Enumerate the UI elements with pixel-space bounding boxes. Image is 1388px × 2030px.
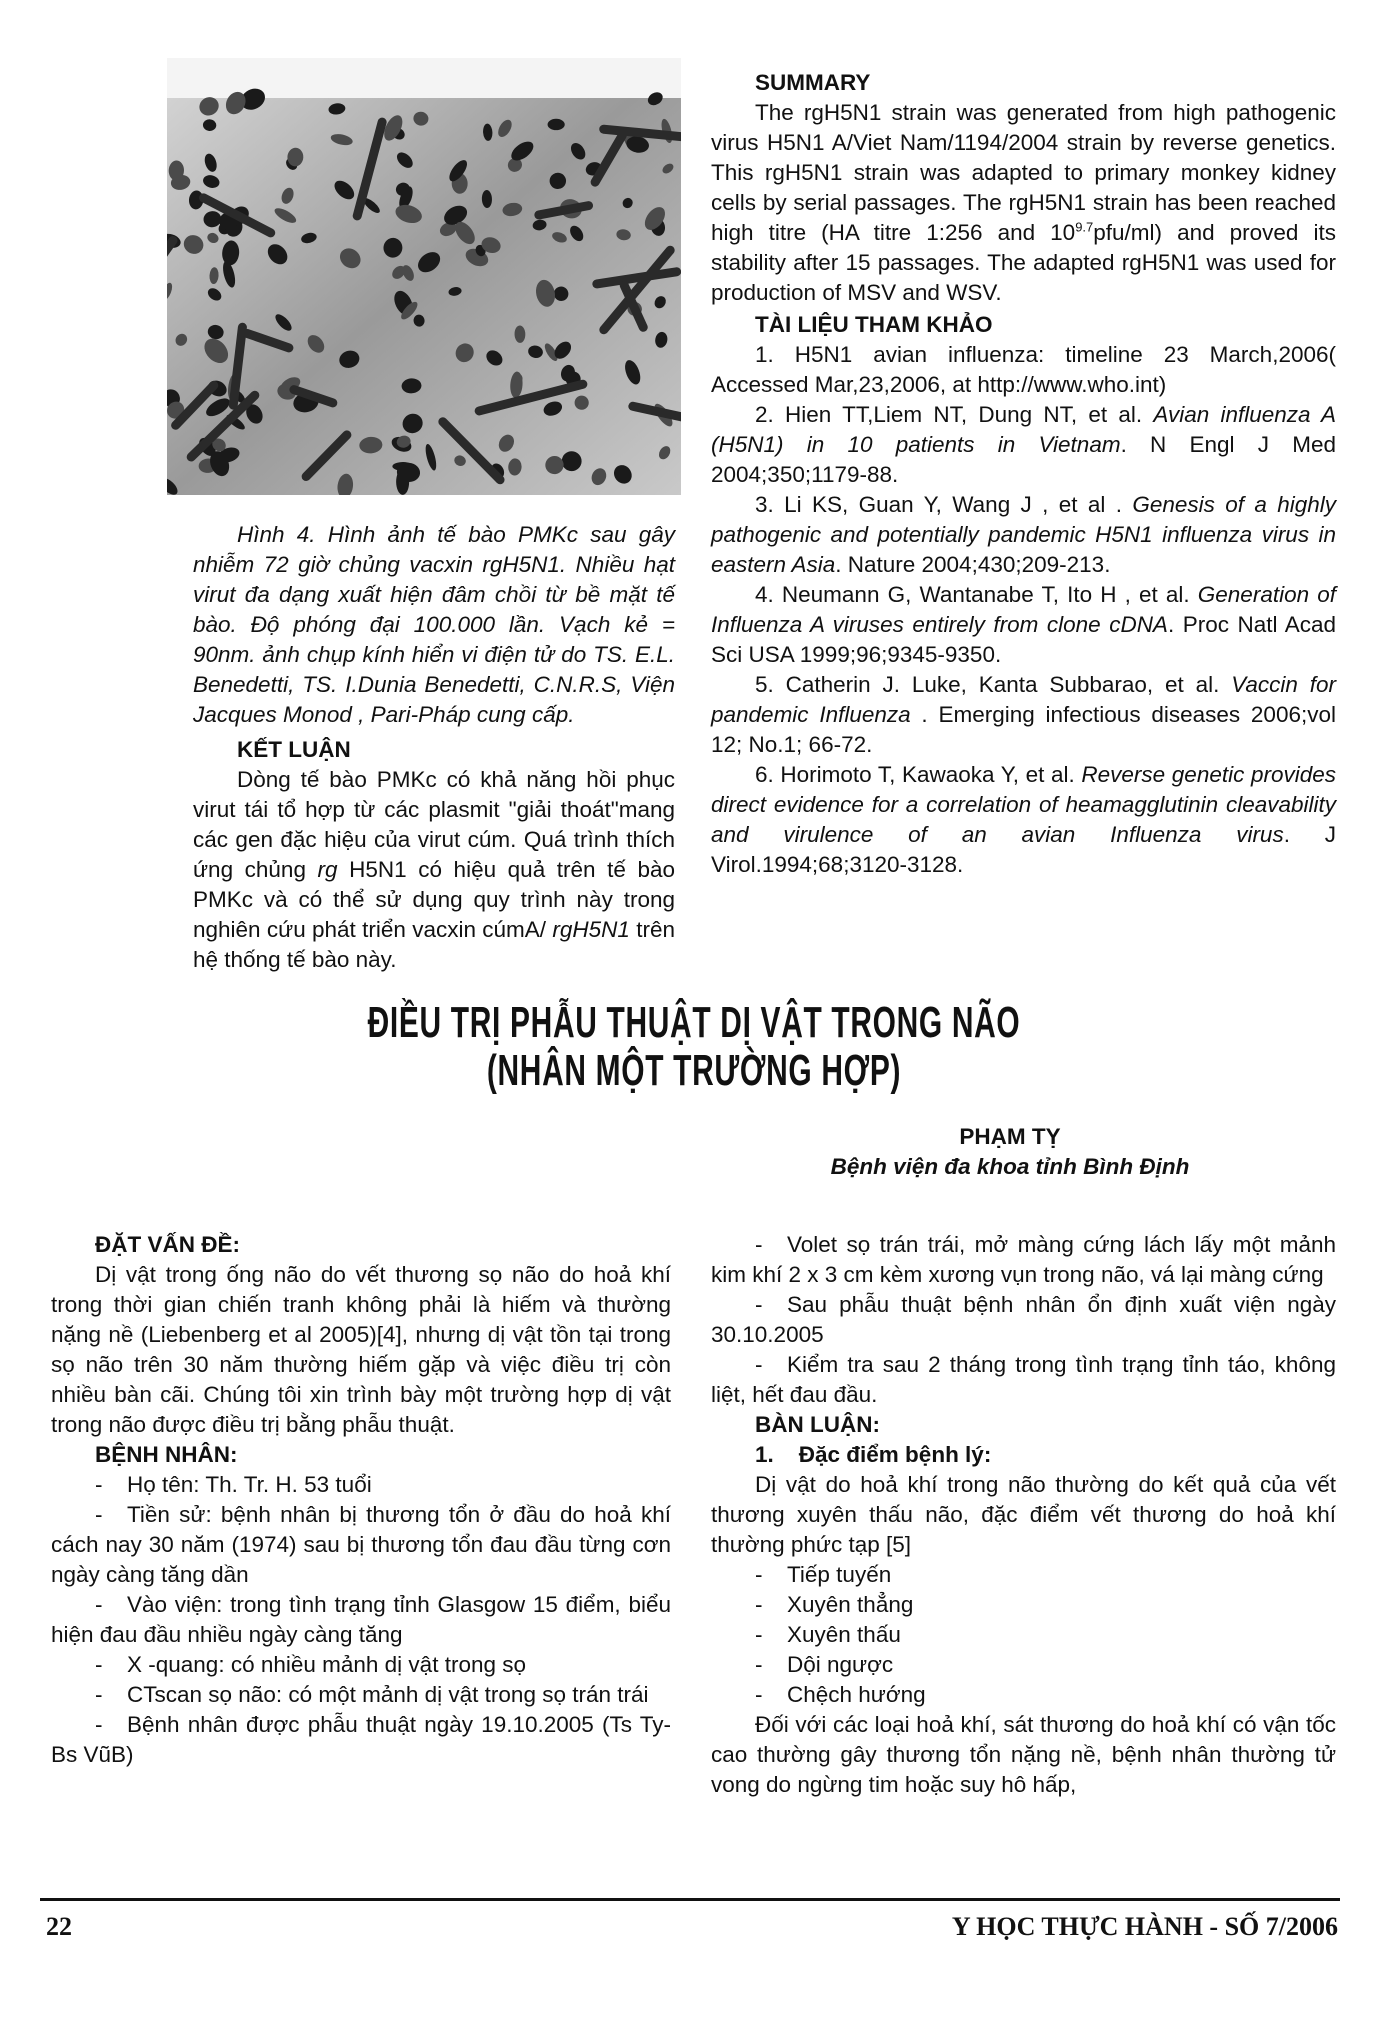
- patient-detail-item: - Tiền sử: bệnh nhân bị thương tổn ở đầu do hoả khí cách nay 30 năm (1974) sau bị thương tổn đau đầu từng cơn ngày càng tăng dần: [51, 1502, 671, 1587]
- patient-detail-item: - Bệnh nhân được phẫu thuật ngày 19.10.2005 (Ts Ty- Bs VũB): [51, 1712, 671, 1767]
- references-heading: TÀI LIỆU THAM KHẢO: [755, 312, 993, 337]
- patient-detail-item: - Họ tên: Th. Tr. H. 53 tuổi: [95, 1472, 372, 1497]
- conclusion-text: Dòng tế bào PMKc có khả năng hồi phục virut tái tổ hợp từ các plasmit "giải thoát"mang các gen đặc hiệu của virut cúm. Quá trình thích ứng chủng rg H5N1 có hiệu quả trên tế bào PMKc và có thể sử dụng quy trình này trong nghiên cứu phát triển vacxin cúmA/ rgH5N1 trên hệ thống tế bào này.: [193, 767, 676, 972]
- patient-detail-item: - Volet sọ trán trái, mở màng cứng lách lấy một mảnh kim khí 2 x 3 cm kèm xương vụn trong não, vá lại màng cứng: [711, 1232, 1336, 1287]
- article-title-line-1: ĐIỀU TRỊ PHẪU THUẬT DỊ VẬT TRONG NÃO: [367, 998, 1021, 1047]
- summary-text: The rgH5N1 strain was generated from high pathogenic virus H5N1 A/Viet Nam/1194/2004 strain by reverse genetics. This rgH5N1 strain was adapted to primary monkey kidney cells by serial passages. The rgH5N1 strain has been reached high titre (HA titre 1:256 and $10^{9.7}pfu/ml$) and proved its stability after 15 passages. The adapted rgH5N1 was used for production of MSV and WSV.: [711, 100, 1336, 305]
- intro-heading: ĐẶT VẤN ĐỀ:: [95, 1232, 240, 1257]
- discussion-heading: BÀN LUẬN:: [755, 1412, 880, 1437]
- article-title-line-2: (NHÂN MỘT TRƯỜNG HỢP): [486, 1046, 902, 1095]
- article-right-column: [711, 1230, 1336, 1800]
- reference-item: 5. Catherin J. Luke, Kanta Subbarao, et al. Vaccin for pandemic Influenza . Emerging infectious diseases 2006;vol 12; No.1; 66-72.: [711, 672, 1336, 757]
- author-name: PHẠM TỴ: [959, 1124, 1061, 1149]
- wound-type-item: - Xuyên thấu: [755, 1622, 901, 1647]
- figure-caption: [193, 520, 675, 730]
- reference-item: 2. Hien TT,Liem NT, Dung NT, et al. Avian influenza A (H5N1) in 10 patients in Vietnam. N Engl J Med 2004;350;1179-88.: [711, 402, 1336, 487]
- wound-type-item: - Chệch hướng: [755, 1682, 926, 1707]
- wound-type-item: - Dội ngược: [755, 1652, 894, 1677]
- reference-item: 3. Li KS, Guan Y, Wang J , et al . Genesis of a highly pathogenic and potentially pandemic H5N1 influenza virus in eastern Asia. Nature 2004;430;209-213.: [711, 492, 1336, 577]
- wound-type-item: - Xuyên thẳng: [755, 1592, 914, 1617]
- intro-text: Dị vật trong ống não do vết thương sọ não do hoả khí trong thời gian chiến tranh không phải là hiếm và thường nặng nề (Liebenberg et al 2005)[4], nhưng dị vật tồn tại trong sọ não trên 30 năm thường hiếm gặp và việc điều trị còn nhiều bàn cãi. Chúng tôi xin trình bày một trường hợp dị vật trong não được điều trị bằng phẫu thuật.: [51, 1262, 671, 1437]
- summary-heading: SUMMARY: [755, 70, 871, 95]
- conclusion-section: [193, 735, 675, 975]
- discussion-subheading: 1. Đặc điểm bệnh lý:: [755, 1442, 992, 1467]
- conclusion-heading: KẾT LUẬN: [237, 737, 351, 762]
- journal-issue: Y HỌC THỰC HÀNH - SỐ 7/2006: [951, 1912, 1338, 1941]
- wound-type-item: - Tiếp tuyến: [755, 1562, 892, 1587]
- patient-detail-item: - X -quang: có nhiều mảnh dị vật trong sọ: [95, 1652, 527, 1677]
- discussion-text: Dị vật do hoả khí trong não thường do kết quả của vết thương xuyên thấu não, đặc điểm vết thương do hoả khí thường phức tạp [5]: [711, 1472, 1336, 1557]
- figure-caption-text: Hình 4. Hình ảnh tế bào PMKc sau gây nhiễm 72 giờ chủng vacxin rgH5N1. Nhiều hạt virut đa dạng xuất hiện đâm chồi từ bề mặt tế bào. Độ phóng đại 100.000 lần. Vạch kẻ = 90nm. ảnh chụp kính hiển vi điện tử do TS. E.L. Benedetti, TS. I.Dunia Benedetti, C.N.R.S, Viện Jacques Monod , Pari-Pháp cung cấp.: [193, 522, 675, 727]
- patient-detail-item: - Kiểm tra sau 2 tháng trong tình trạng tỉnh táo, không liệt, hết đau đầu.: [711, 1352, 1336, 1407]
- author-affiliation: Bệnh viện đa khoa tỉnh Bình Định: [830, 1154, 1190, 1179]
- reference-item: 6. Horimoto T, Kawaoka Y, et al. Reverse genetic provides direct evidence for a correlation of heamagglutinin cleavability and virulence of an avian Influenza virus. J Virol.1994;68;3120-3128.: [711, 762, 1336, 877]
- footer-rule: [40, 1898, 1340, 1901]
- reference-item: 4. Neumann G, Wantanabe T, Ito H , et al. Generation of Influenza A viruses entirely from clone cDNA. Proc Natl Acad Sci USA 1999;96;9345-9350.: [711, 582, 1337, 667]
- reference-item: 1. H5N1 avian influenza: timeline 23 March,2006( Accessed Mar,23,2006, at http://www.who.int): [711, 342, 1336, 397]
- patient-detail-item: - Sau phẫu thuật bệnh nhân ổn định xuất viện ngày 30.10.2005: [711, 1292, 1336, 1347]
- reference-list: [711, 340, 1336, 880]
- discussion-text-2: Đối với các loại hoả khí, sát thương do hoả khí có vận tốc cao thường gây thương tổn nặng nề, bệnh nhân thường tử vong do ngừng tim hoặc suy hô hấp,: [711, 1712, 1336, 1797]
- electron-micrograph-image: [167, 58, 681, 495]
- patient-detail-item: - CTscan sọ não: có một mảnh dị vật trong sọ trán trái: [95, 1682, 649, 1707]
- byline: [760, 1122, 1260, 1182]
- patient-heading: BỆNH NHÂN:: [95, 1442, 238, 1467]
- summary-section: [711, 68, 1336, 880]
- page-number: 22: [46, 1912, 72, 1941]
- article-left-column: [51, 1230, 671, 1770]
- patient-detail-item: - Vào viện: trong tình trạng tỉnh Glasgow 15 điểm, biểu hiện đau đầu nhiều ngày càng tăng: [51, 1592, 671, 1647]
